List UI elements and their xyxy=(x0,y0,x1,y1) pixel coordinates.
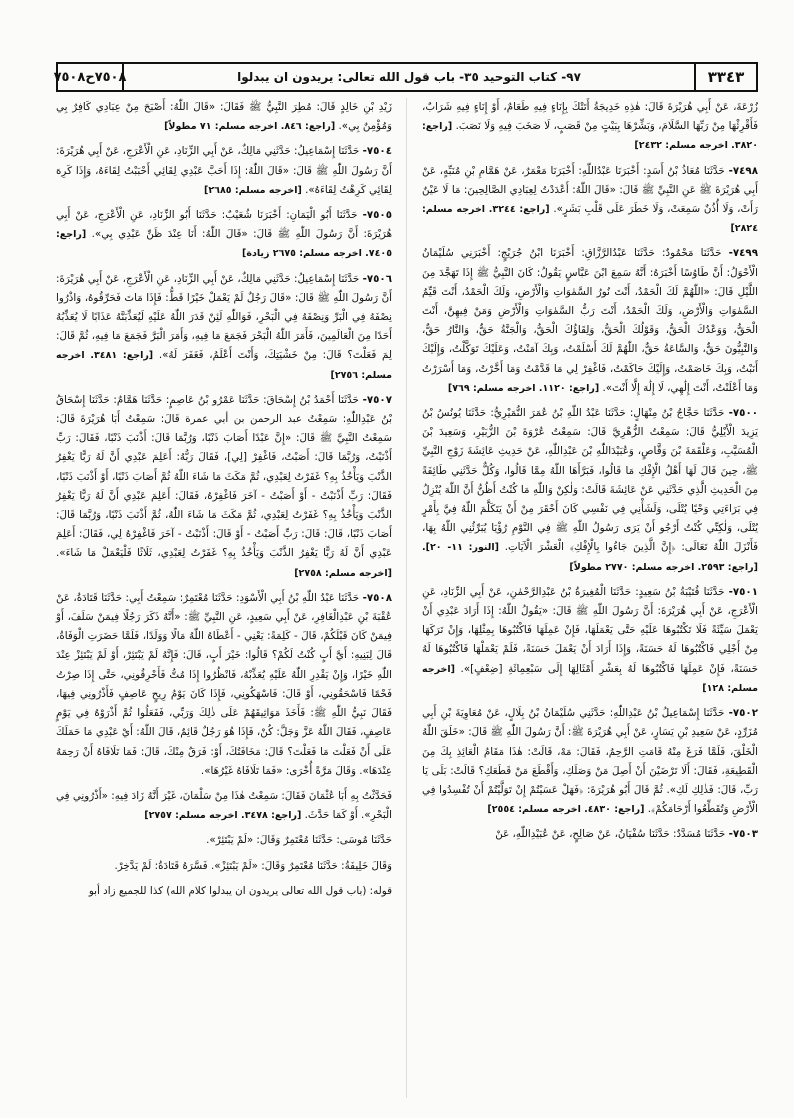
hadith-number: ٧٥٠٤- xyxy=(362,145,392,158)
hadith-paragraph xyxy=(56,206,392,264)
hadith-reference: [راجع: ٤٨٣٠. اخرجه مسلم: ٢٥٥٤] xyxy=(487,804,645,816)
hadith-text: حَدَّثَنَا مُوسَى: حَدَّثَنَا مُعْتَمِرٌ وَقَالَ: «لَمْ يَبْتَئِرْ». xyxy=(206,834,392,847)
hadith-number: ٧٥٠٥- xyxy=(362,209,392,222)
hadith-number: ٧٥٠٠- xyxy=(728,407,759,420)
hadith-reference: [اخرجه مسلم: ٢٦٨٥] xyxy=(204,184,302,196)
text-columns xyxy=(56,98,758,1098)
hadith-number: ٧٤٩٩- xyxy=(728,247,758,260)
hadith-reference: [راجع: ٨٤٦. اخرجه مسلم: ٧١ مطولاً] xyxy=(164,121,336,133)
column-divider xyxy=(406,98,407,1098)
left-column xyxy=(56,98,392,1098)
chapter-title: ٩٧- كتاب التوحيد ٣٥- باب قول الله تعالى: يريدون ان يبدلوا xyxy=(237,70,581,84)
hadith-paragraph xyxy=(56,787,392,825)
hadith-reference: [راجع: ٧٤٠٥. اخرجه مسلم: ٢٦٧٥ زيادة] xyxy=(56,229,392,260)
hadith-text: حَدَّثَنَا أَبُو الْيَمَانِ: أَخْبَرَنَا شُعَيْبٌ: حَدَّثَنَا أَبُو الزِّنَادِ، عَنِ الْأَعْرَجِ، عَنْ أَبِي هُرَيْرَةَ: أَنَّ رَسُولَ اللّٰهِ ﷺ قَالَ: «قَالَ اللّٰهُ: أَنَا عِنْدَ ظَنِّ عَبْدِي بِي». xyxy=(56,209,392,241)
hadith-number: ٧٤٩٨- xyxy=(728,164,758,177)
hadith-reference: [اخرجه مسلم: ١٢٨] xyxy=(422,663,758,694)
hadith-text: حَدَّثَنَا قُتَيْبَةُ بْنُ سَعِيدٍ: حَدَّثَنَا الْمُغِيرَةُ بْنُ عَبْدِالرَّحْمٰنِ، عَنْ أَبِي الزِّنَادِ، عَنِ الْأَعْرَجِ، عَنْ أَبِي هُرَيْرَةَ: أَنَّ رَسُولَ اللّٰهِ ﷺ قَالَ: «يَقُولُ اللّٰهُ: إِذَا أَرَادَ عَبْدِي أَنْ يَعْمَلَ سَيِّئَةً فَلَا تَكْتُبُوهَا عَلَيْهِ حَتَّى يَعْمَلَهَا، فَإِنْ عَمِلَهَا فَاكْتُبُوهَا بِمِثْلِهَا، وَإِنْ تَرَكَهَا مِنْ أَجْلِي فَاكْتُبُوهَا لَهُ حَسَنَةً، وَإِذَا أَرَادَ أَنْ يَعْمَلَ حَسَنَةً، فَلَمْ يَعْمَلْهَا فَاكْتُبُوهَا لَهُ حَسَنَةً، فَإِنْ عَمِلَهَا فَاكْتُبُوهَا لَهُ بِعَشْرِ أَمْثَالِهَا إِلَى سَبْعِمِائَةِ [ضِعْفٍ]». xyxy=(422,585,758,675)
hadith-paragraph xyxy=(56,270,392,385)
hadith-text: وَقَالَ خَلِيفَةُ: حَدَّثَنَا مُعْتَمِرٌ وَقَالَ: «لَمْ يَبْتَئِزْ». فَسَّرَهُ قَتَادَةُ: لَمْ يَدَّخِرْ. xyxy=(114,859,392,872)
hadith-reference: [اخرجه مسلم: ٢٧٥٨] xyxy=(294,567,392,579)
hadith-number: ٧٥٠٨- xyxy=(362,591,392,604)
hadith-text: حَدَّثَنَا إِسْمَاعِيلُ: حَدَّثَنِي مَالِكٌ، عَنْ أَبِي الزِّنَادِ، عَنِ الْأَعْرَجِ، عَنْ أَبِي هُرَيْرَةَ: أَنَّ رَسُولَ اللّٰهِ ﷺ قَالَ: «قَالَ رَجُلٌ لَمْ يَعْمَلْ خَيْرًا قَطُّ: فَإِذَا مَاتَ فَحَرِّقُوهُ، وَاذْرُوا نِصْفَهُ فِي الْبَرِّ وَنِصْفَهُ فِي الْبَحْرِ، فَوَاللّٰهِ لَئِنْ قَدَرَ اللّٰهُ عَلَيْهِ لَيُعَذِّبَنَّهُ عَذَابًا لَا يُعَذِّبُهُ أَحَدًا مِنَ الْعَالَمِينَ، فَأَمَرَ اللّٰهُ الْبَحْرَ فَجَمَعَ مَا فِيهِ، وَأَمَرَ الْبَرَّ فَجَمَعَ مَا فِيهِ، ثُمَّ قَالَ: لِمَ فَعَلْتَ؟ قَالَ: مِنْ خَشْيَتِكَ، وَأَنْتَ أَعْلَمُ، فَغَفَرَ لَهُ». xyxy=(55,272,392,362)
hadith-paragraph xyxy=(422,404,758,577)
hadith-number: ٧٥٠١- xyxy=(728,585,758,598)
hadith-paragraph xyxy=(56,589,392,781)
right-column xyxy=(422,98,758,1098)
hadith-paragraph xyxy=(56,831,392,850)
hadith-text: حَدَّثَنَا عَبْدُ اللّٰهِ بْنُ أَبِي الْأَسْوَدِ: حَدَّثَنَا مُعْتَمِرٌ: سَمِعْتُ أَبِي: حَدَّثَنَا قَتَادَةُ، عَنْ عُقْبَةَ بْنِ عَبْدِالْغَافِرِ، عَنْ أَبِي سَعِيدٍ، عَنِ النَّبِيِّ ﷺ: «أَنَّهُ ذَكَرَ رَجُلًا فِيمَنْ سَلَفَ، أَوْ فِيمَنْ كَانَ قَبْلَكُمْ، قَالَ - كَلِمَةً: يَعْنِي - أَعْطَاهُ اللّٰهُ مَالًا وَوَلَدًا، فَلَمَّا حَضَرَتِ الْوَفَاةُ، قَالَ لِبَنِيهِ: أَيَّ أَبٍ كُنْتُ لَكُمْ؟ قَالُوا: خَيْرَ أَبٍ، قَالَ: فَإِنَّهُ لَمْ يَبْتَئِرْ، أَوْ لَمْ يَبْتَئِزْ عِنْدَ اللّٰهِ خَيْرًا، وَإِنْ يَقْدِرِ اللّٰهُ عَلَيْهِ يُعَذِّبْهُ، فَانْظُرُوا إِذَا مُتُّ فَأَحْرِقُونِي، حَتَّى إِذَا صِرْتُ فَحْمًا فَاسْحَقُونِي، أَوْ قَالَ: فَاسْهَكُونِي، فَإِذَا كَانَ يَوْمُ رِيحٍ عَاصِفٍ فَأَذْرُونِي فِيهَا، فَقَالَ نَبِيُّ اللّٰهِ ﷺ: فَأَخَذَ مَوَاثِيقَهُمْ عَلَى ذٰلِكَ وَرَبِّي، فَفَعَلُوا ثُمَّ أَذْرَوْهُ فِي يَوْمٍ عَاصِفٍ، فَقَالَ اللّٰهُ عَزَّ وَجَلَّ: كُنْ، فَإِذَا هُوَ رَجُلٌ قَائِمٌ، قَالَ اللّٰهُ: أَيْ عَبْدِي مَا حَمَلَكَ عَلَى أَنْ فَعَلْتَ مَا فَعَلْتَ؟ قَالَ: مَخَافَتُكَ، أَوْ: فَرَقٌ مِنْكَ، قَالَ: فَمَا تَلَافَاهُ أَنْ رَحِمَهُ عِنْدَهَا». وَقَالَ مَرَّةً أُخْرَى: «فَمَا تَلَافَاهُ غَيْرُهَا». xyxy=(56,591,392,777)
hadith-text: قوله: (باب قول الله تعالى يريدون ان يبدلوا كلام الله) كذا للجميع زاد أبو xyxy=(88,884,392,897)
hadith-paragraph xyxy=(422,704,758,819)
hadith-paragraph xyxy=(56,142,392,200)
hadith-text: حَدَّثَنَا إِسْمَاعِيلُ: حَدَّثَنِي مَالِكٌ، عَنْ أَبِي الزِّنَادِ، عَنِ الْأَعْرَجِ، عَنْ أَبِي هُرَيْرَةَ: أَنَّ رَسُولَ اللّٰهِ ﷺ قَالَ: «قَالَ اللّٰهُ: إِذَا أَحَبَّ عَبْدِي لِقَائِي أَحْبَبْتُ لِقَاءَهُ، وَإِذَا كَرِهَ لِقَائِي كَرِهْتُ لِقَاءَهُ». xyxy=(55,145,392,196)
hadith-reference: [النور: ١١- ٢٠]. [راجع: ٢٥٩٣. اخرجه مسلم: ٢٧٧٠ مطولاً] xyxy=(422,542,758,573)
hadith-text: حَدَّثَنَا مُسَدَّدٌ: حَدَّثَنَا سُفْيَانُ، عَنْ صَالِحٍ، عَنْ عُبَيْدِاللّٰهِ، عَنْ xyxy=(495,828,726,841)
running-header xyxy=(53,62,758,92)
hadith-number: ٧٥٠٦- xyxy=(362,272,392,285)
hadith-paragraph xyxy=(56,857,392,876)
hadith-paragraph xyxy=(422,825,758,844)
hadith-text: زُرْعَةَ، عَنْ أَبِي هُرَيْرَةَ قَالَ: هٰذِهِ خَدِيجَةُ أَتَتْكَ بِإِنَاءٍ فِيهِ طَعَامٌ، أَوْ إِنَاءٍ فِيهِ شَرَابٌ، فَأَقْرِئْهَا مِنْ رَبِّهَا السَّلَامَ، وَبَشِّرْهَا بِبَيْتٍ مِنْ قَصَبٍ، لَا صَخَبَ فِيهِ وَلَا نَصَبَ. xyxy=(422,101,758,133)
hadith-text: حَدَّثَنَا مُعَاذُ بْنُ أَسَدٍ: أَخْبَرَنَا عَبْدُاللّٰهِ: أَخْبَرَنَا مَعْمَرٌ، عَنْ هَمَّامِ بْنِ مُنَبِّهٍ، عَنْ أَبِي هُرَيْرَةَ ﷺ عَنِ النَّبِيِّ ﷺ قَالَ: «قَالَ اللّٰهُ: أَعْدَدْتُ لِعِبَادِي الصَّالِحِينَ: مَا لَا عَيْنٌ رَأَتْ، وَلَا أُذُنٌ سَمِعَتْ، وَلَا خَطَرَ عَلَى قَلْبِ بَشَرٍ». xyxy=(422,164,759,216)
page-number: ٣٣٤٣ xyxy=(694,64,756,90)
hadith-reference: [راجع: ٣٨٢٠. اخرجه مسلم: ٢٤٣٢] xyxy=(422,121,758,152)
hadith-paragraph xyxy=(422,162,758,239)
hadith-text: حَدَّثَنَا أَحْمَدُ بْنُ إِسْحَاقَ: حَدَّثَنَا عَمْرُو بْنُ عَاصِمٍ: حَدَّثَنَا هَمَّامٌ: حَدَّثَنَا إِسْحَاقُ بْنُ عَبْدِاللّٰهِ: سَمِعْتُ عبد الرحمن بن أبي عمرة قَالَ: سَمِعْتُ أَبَا هُرَيْرَةَ قَالَ: سَمِعْتُ النَّبِيَّ ﷺ قَالَ: «إِنَّ عَبْدًا أَصَابَ ذَنْبًا، وَرُبَّمَا قَالَ: أَذْنَبَ ذَنْبًا، فَقَالَ: رَبِّ أَذْنَبْتُ، وَرُبَّمَا قَالَ: أَصَبْتُ، فَاغْفِرْ [لِي]، فَقَالَ رَبُّهُ: أَعَلِمَ عَبْدِي أَنَّ لَهُ رَبًّا يَغْفِرُ الذَّنْبَ وَيَأْخُذُ بِهِ؟ غَفَرْتُ لِعَبْدِي، ثُمَّ مَكَثَ مَا شَاءَ اللّٰهُ ثُمَّ أَصَابَ ذَنْبًا، أَوْ أَذْنَبَ ذَنْبًا، فَقَالَ: رَبِّ أَذْنَبْتُ - أَوْ أَصَبْتُ - آخَرَ فَاغْفِرْهُ، فَقَالَ: أَعَلِمَ عَبْدِي أَنَّ لَهُ رَبًّا يَغْفِرُ الذَّنْبَ وَيَأْخُذُ بِهِ؟ غَفَرْتُ لِعَبْدِي، ثُمَّ مَكَثَ مَا شَاءَ اللّٰهُ، ثُمَّ أَذْنَبَ ذَنْبًا، وَرُبَّمَا قَالَ: أَصَابَ ذَنْبًا، قَالَ: قَالَ: رَبِّ أَصَبْتُ - أَوْ قَالَ: أَذْنَبْتُ - آخَرَ فَاغْفِرْهُ لِي، فَقَالَ: أَعَلِمَ عَبْدِي أَنَّ لَهُ رَبًّا يَغْفِرُ الذَّنْبَ وَيَأْخُذُ بِهِ؟ غَفَرْتُ لِعَبْدِي، ثَلَاثًا فَلْيَعْمَلْ مَا شَاءَ». xyxy=(56,393,392,560)
hadith-reference: [راجع: ٣٤٨١. اخرجه مسلم: ٢٧٥٦] xyxy=(56,350,392,381)
hadith-paragraph xyxy=(56,882,392,901)
hadith-number: ٧٥٠٧- xyxy=(362,393,392,406)
hadith-text: فَحَدَّثْتُ بِهِ أَبَا عُثْمَانَ فَقَالَ: سَمِعْتُ هٰذَا مِنْ سَلْمَانَ، غَيْرَ أَنَّهُ زَادَ فِيهِ: «أَذْرُونِي فِي الْبَحْرِ». أَوْ كَمَا حَدَّثَ. xyxy=(56,789,392,822)
page-frame xyxy=(53,58,759,1098)
hadith-paragraph xyxy=(422,98,758,156)
hadith-reference: [راجع: ١١٢٠. اخرجه مسلم: ٧٦٩] xyxy=(447,382,600,394)
hadith-text: حَدَّثَنَا حَجَّاجُ بْنُ مِنْهَالٍ: حَدَّثَنَا عَبْدُ اللّٰهِ بْنُ عُمَرَ النُّمَيْرِيُّ: حَدَّثَنَا يُونُسُ بْنُ يَزِيدَ الْأَيْلِيُّ قَالَ: سَمِعْتُ الزُّهْرِيَّ قَالَ: سَمِعْتُ عُرْوَةَ بْنَ الزُّبَيْرِ، وَسَعِيدَ بْنَ الْمُسَيَّبِ، وَعَلْقَمَةَ بْنَ وَقَّاصٍ، وَعُبَيْدَاللّٰهِ بْنَ عَبْدِاللّٰهِ، عَنْ حَدِيثِ عَائِشَةَ زَوْجِ النَّبِيِّ ﷺ، حِينَ قَالَ لَهَا أَهْلُ الْإِفْكِ مَا قَالُوا، فَبَرَّأَهَا اللّٰهُ مِمَّا قَالُوا، وَكُلٌّ حَدَّثَنِي طَائِفَةً مِنَ الْحَدِيثِ الَّذِي حَدَّثَنِي عَنْ عَائِشَةَ قَالَتْ: وَلٰكِنْ وَاللّٰهِ مَا كُنْتُ أَظُنُّ أَنَّ اللّٰهَ يُنْزِلُ فِي بَرَاءَتِي وَحْيًا يُتْلَى، وَلَشَأْنِي فِي نَفْسِي كَانَ أَحْقَرَ مِنْ أَنْ يَتَكَلَّمَ اللّٰهُ فِيَّ بِأَمْرٍ يُتْلَى، وَلٰكِنِّي كُنْتُ أَرْجُو أَنْ يَرَى رَسُولُ اللّٰهِ ﷺ فِي النَّوْمِ رُؤْيَا يُبَرِّئُنِي اللّٰهُ بِهَا، فَأَنْزَلَ اللّٰهُ تَعَالَى: ﴿إِنَّ الَّذِينَ جَاءُوا بِالْإِفْكِ﴾ الْعَشْرَ الْآيَاتِ. xyxy=(422,407,758,554)
hadith-number: ٧٥٠٣- xyxy=(728,828,758,841)
hadith-paragraph xyxy=(56,391,392,583)
hadith-text: حَدَّثَنَا إِسْمَاعِيلُ بْنُ عَبْدِاللّٰهِ: حَدَّثَنِي سُلَيْمَانُ بْنُ بِلَالٍ، عَنْ مُعَاوِيَةَ بْنِ أَبِي مُزَرِّدٍ، عَنْ سَعِيدِ بْنِ يَسَارٍ، عَنْ أَبِي هُرَيْرَةَ ﷺ: أَنَّ رَسُولَ اللّٰهِ ﷺ قَالَ: «خَلَقَ اللّٰهُ الْخَلْقَ، فَلَمَّا فَرَغَ مِنْهُ قَامَتِ الرَّحِمُ، فَقَالَ: مَهْ، قَالَتْ: هٰذَا مَقَامُ الْعَائِذِ بِكَ مِنَ الْقَطِيعَةِ، فَقَالَ: أَلَا تَرْضَيْنَ أَنْ أَصِلَ مَنْ وَصَلَكِ، وَأَقْطَعَ مَنْ قَطَعَكِ؟ قَالَتْ: بَلَى يَا رَبِّ، قَالَ: فَذٰلِكِ لَكِ». ثُمَّ قَالَ أَبُو هُرَيْرَةَ: ﴿فَهَلْ عَسَيْتُمْ إِنْ تَوَلَّيْتُمْ أَنْ تُفْسِدُوا فِي الْأَرْضِ وَتُقَطِّعُوا أَرْحَامَكُمْ﴾. xyxy=(422,707,758,816)
hadith-text: زَيْدِ بْنِ خَالِدٍ قَالَ: مُطِرَ النَّبِيُّ ﷺ فَقَالَ: «قَالَ اللّٰهُ: أَصْبَحَ مِنْ عِبَادِي كَافِرٌ بِي وَمُؤْمِنٌ بِي». xyxy=(56,101,392,133)
hadith-paragraph xyxy=(56,98,392,136)
hadith-range: ٧٥٠٨ح٧٥٠٨ xyxy=(58,64,124,90)
hadith-reference: [راجع: ٣٢٤٤. اخرجه مسلم: ٢٨٢٤] xyxy=(422,204,758,235)
hadith-paragraph xyxy=(422,583,758,698)
hadith-number: ٧٥٠٢- xyxy=(728,707,758,720)
hadith-reference: [راجع: ٣٤٧٨. اخرجه مسلم: ٢٧٥٧] xyxy=(144,810,302,822)
hadith-text: حَدَّثَنَا مَحْمُودٌ: حَدَّثَنَا عَبْدُالرَّزَّاقِ: أَخْبَرَنَا ابْنُ جُرَيْجٍ: أَخْبَرَنِي سُلَيْمَانُ الْأَحْوَلُ: أَنَّ طَاوُسًا أَخْبَرَهُ: أَنَّهُ سَمِعَ ابْنَ عَبَّاسٍ يَقُولُ: كَانَ النَّبِيُّ ﷺ إِذَا تَهَجَّدَ مِنَ اللَّيْلِ قَالَ: «اللّٰهُمَّ لَكَ الْحَمْدُ، أَنْتَ نُورُ السَّمٰوَاتِ وَالْأَرْضِ، وَلَكَ الْحَمْدُ، أَنْتَ قَيِّمُ السَّمٰوَاتِ وَالْأَرْضِ، وَلَكَ الْحَمْدُ، أَنْتَ رَبُّ السَّمٰوَاتِ وَالْأَرْضِ وَمَنْ فِيهِنَّ، أَنْتَ الْحَقُّ، وَوَعْدُكَ الْحَقُّ، وَقَوْلُكَ الْحَقُّ، وَلِقَاؤُكَ الْحَقُّ، وَالْجَنَّةُ حَقٌّ، وَالنَّارُ حَقٌّ، وَالنَّبِيُّونَ حَقٌّ، وَالسَّاعَةُ حَقٌّ، اللّٰهُمَّ لَكَ أَسْلَمْتُ، وَبِكَ آمَنْتُ، وَعَلَيْكَ تَوَكَّلْتُ، وَإِلَيْكَ أَنَبْتُ، وَبِكَ خَاصَمْتُ، وَإِلَيْكَ حَاكَمْتُ، فَاغْفِرْ لِي مَا قَدَّمْتُ وَمَا أَخَّرْتُ، وَمَا أَسْرَرْتُ وَمَا أَعْلَنْتُ، أَنْتَ إِلَٰهِي، لَا إِلَٰهَ إِلَّا أَنْتَ». xyxy=(422,247,758,394)
hadith-paragraph xyxy=(422,244,758,398)
